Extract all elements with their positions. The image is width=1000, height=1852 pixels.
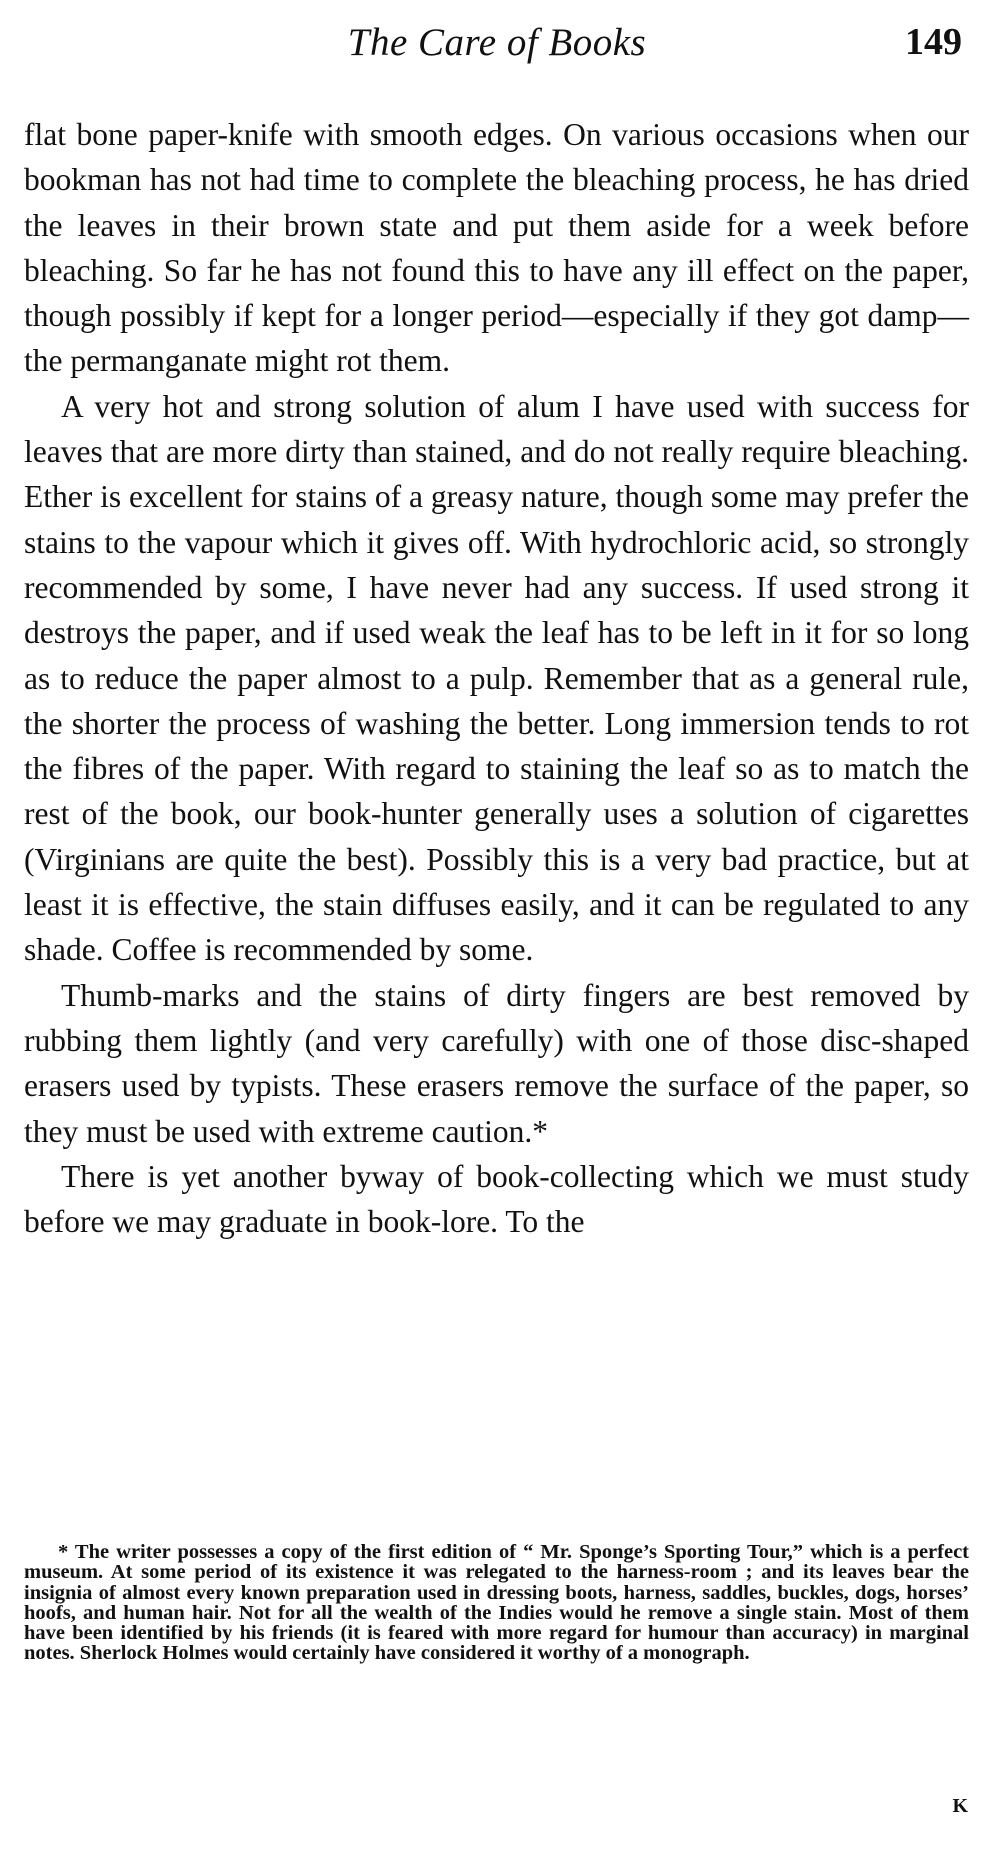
paragraph-thumb-marks: Thumb-marks and the stains of dirty fingers are best removed by rubbing them lightly (and very carefully) with one of those disc-shaped erasers used by typists. These erasers remove the surface of the paper, so they must be used with extreme caution.* xyxy=(24,977,969,1149)
paragraph-continuation: flat bone paper-knife with smooth edges. On various occasions when our bookman has not had time to complete the bleaching process, he has dried the leaves in their brown state and put them aside for a week before bleaching. So far he has not found this to have any ill effect on the paper, though possibly if kept for a longer period—especially if they got damp—the permanganate might rot them. xyxy=(24,117,969,379)
running-title: The Care of Books xyxy=(347,21,647,64)
footnote: * The writer possesses a copy of the first edition of “ Mr. Sponge’s Sporting Tour,” which is a perfect museum. At some period of its existence it was relegated to the harness-room ; and its leaves bear the insignia of almost every known preparation used in dressing boots, harness, saddles, buckles, dogs, horses’ hoofs, and human hair. Not for all the wealth of the Indies would he remove a single stain. Most of them have been identified by his friends (it is feared with more regard for humour than accuracy) in marginal notes. Sherlock Holmes would certainly have considered it worthy of a monograph. xyxy=(24,1541,969,1665)
paragraph-byway: There is yet another byway of book-collecting which we must study before we may graduate in book-lore. To the xyxy=(24,1158,969,1240)
signature-mark: K xyxy=(952,1795,968,1817)
running-head xyxy=(24,18,970,68)
page-number: 149 xyxy=(905,21,962,63)
paragraph-alum: A very hot and strong solution of alum I have used with success for leaves that are more dirty than stained, and do not really require bleaching. Ether is excellent for stains of a greasy nature, though some may prefer the stains to the vapour which it gives off. With hydrochloric acid, so strongly recommended by some, I have never had any success. If used strong it destroys the paper, and if used weak the leaf has to be left in it for so long as to reduce the paper almost to a pulp. Remember that as a general rule, the shorter the process of washing the better. Long immersion tends to rot the fibres of the paper. With regard to staining the leaf so as to match the rest of the book, our book-hunter generally uses a solution of cigarettes (Virginians are quite the best). Possibly this is a very bad practice, but at least it is effective, the stain diffuses easily, and it can be regulated to any shade. Coffee is recommended by some. xyxy=(24,388,969,968)
body-text xyxy=(24,112,969,1244)
